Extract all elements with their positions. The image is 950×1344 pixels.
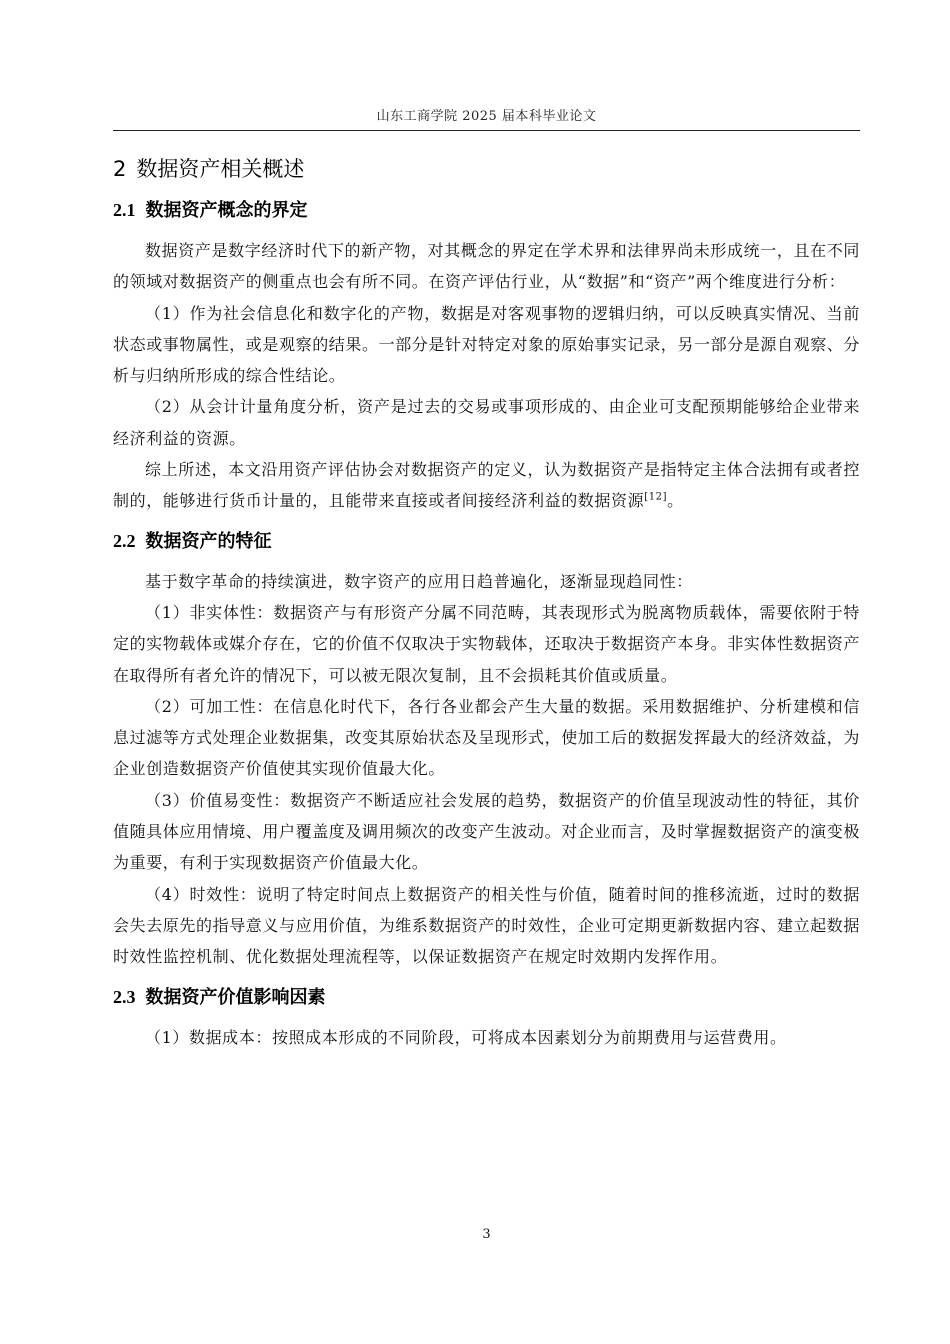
section-title-2-1 — [113, 196, 860, 225]
citation-ref[interactable]: [12] — [644, 492, 668, 504]
page-content — [113, 150, 860, 1053]
running-header: 山东工商学院 2025 届本科毕业论文 — [376, 109, 597, 124]
paragraph: （1）非实体性：数据资产与有形资产分属不同范畴，其表现形式为脱离物质载体，需要依附于特定的实物载体或媒介存在，它的价值不仅取决于实物载体，还取决于数据资产本身。非实体性数据资产在取得所有者允许的情况下，可以被无限次复制，且不会损耗其价值或质量。 — [113, 602, 861, 685]
section-title-text: 数据资产概念的界定 — [145, 200, 308, 221]
paragraph: 数据资产是数字经济时代下的新产物，对其概念的界定在学术界和法律界尚未形成统一，且在不同的领域对数据资产的侧重点也会有所不同。在资产评估行业，从“数据”和“资产”两个维度进行分析： — [113, 241, 860, 292]
section-number: 2.3 — [113, 986, 136, 1007]
section-title-text: 数据资产的特征 — [145, 530, 272, 552]
section-title-2-3 — [113, 983, 860, 1012]
chapter-title — [113, 154, 860, 184]
paragraph: （2）可加工性：在信息化时代下，各行各业都会产生大量的数据。采用数据维护、分析建模和信息过滤等方式处理企业数据集，改变其原始状态及呈现形式，使加工后的数据发挥最大的经济效益，为企业创造数据资产价值使其实现价值最大化。 — [113, 696, 861, 779]
paragraph-end: 。 — [667, 491, 684, 511]
paragraph: （2）从会计计量角度分析，资产是过去的交易或事项形成的、由企业可支配预期能够给企业带来经济利益的资源。 — [113, 397, 860, 448]
chapter-title-text: 数据资产相关概述 — [136, 157, 305, 181]
section-number: 2.2 — [113, 530, 136, 551]
page-number: 3 — [482, 1227, 491, 1242]
paragraph: （3）价值易变性：数据资产不断适应社会发展的趋势，数据资产的价值呈现波动性的特征，其价值随具体应用情境、用户覆盖度及调用频次的改变产生波动。对企业而言，及时掌握数据资产的演变极为重要，有利于实现数据资产价值最大化。 — [113, 790, 861, 873]
chapter-number: 2 — [113, 157, 127, 181]
header-rule — [113, 130, 860, 131]
section-number: 2.1 — [113, 200, 136, 220]
paragraph — [113, 454, 860, 517]
section-title-2-2 — [113, 527, 860, 556]
paragraph-text: 综上所述，本文沿用资产评估协会对数据资产的定义，认为数据资产是指特定主体合法拥有或者控制的，能够进行货币计量的，且能带来直接或者间接经济利益的数据资源 — [113, 460, 860, 511]
paragraph: （1）数据成本：按照成本形成的不同阶段，可将成本因素划分为前期费用与运营费用。 — [145, 1027, 787, 1047]
paragraph: （4）时效性：说明了特定时间点上数据资产的相关性与价值，随着时间的推移流逝，过时的数据会失去原先的指导意义与应用价值，为维系数据资产的时效性，企业可定期更新数据内容、建立起数据时效性监控机制、优化数据处理流程等，以保证数据资产在规定时效期内发挥作用。 — [113, 884, 861, 967]
paragraph: （1）作为社会信息化和数字化的产物，数据是对客观事物的逻辑归纳，可以反映真实情况、当前状态或事物属性，或是观察的结果。一部分是针对特定对象的原始事实记录，另一部分是源自观察、分析与归纳所形成的综合性结论。 — [113, 303, 861, 386]
paragraph: 基于数字革命的持续演进，数字资产的应用日趋普遍化，逐渐显现趋同性： — [145, 571, 693, 591]
section-title-text: 数据资产价值影响因素 — [145, 986, 326, 1008]
